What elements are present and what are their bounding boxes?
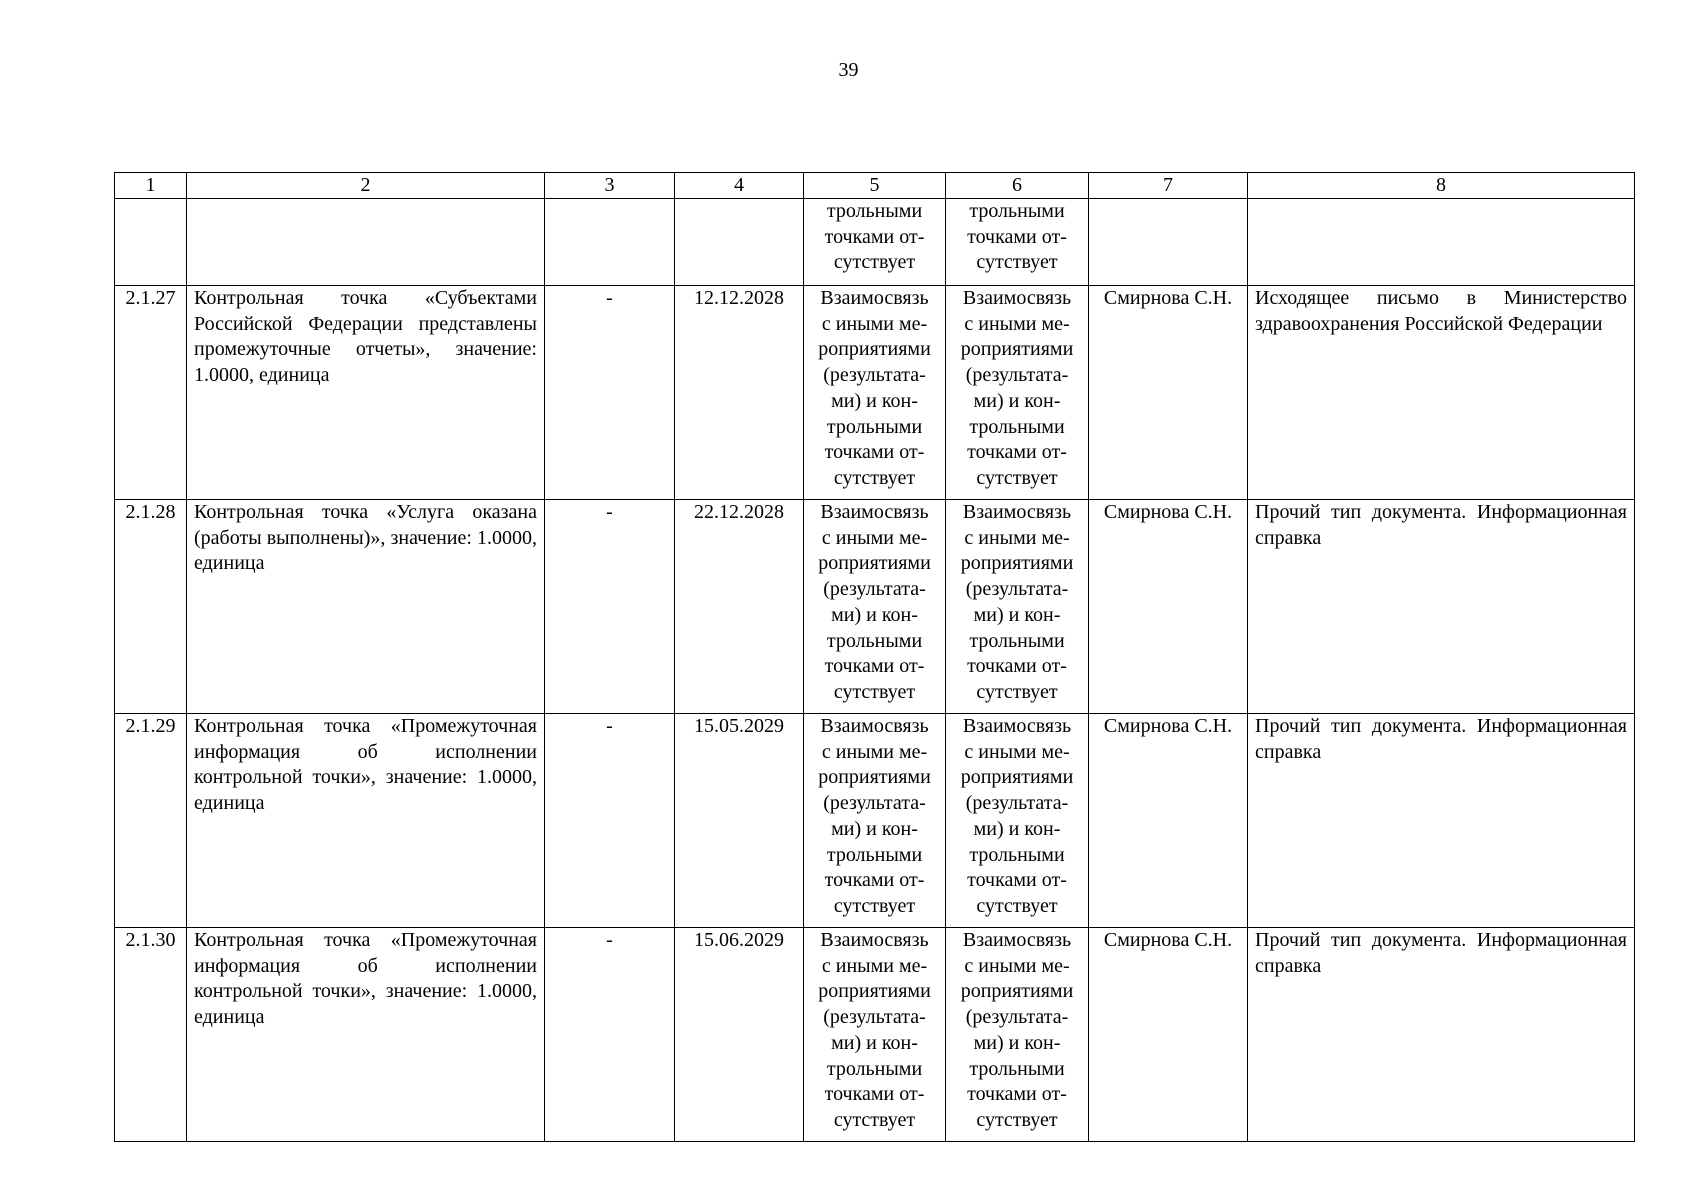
cell-line: сутствует xyxy=(976,680,1058,703)
cell-empty xyxy=(1248,199,1635,286)
cell-line: Взаимосвязь xyxy=(962,715,1072,737)
cell-control-point-name: Контрольная точка «Промежуточная информация об исполнении контрольной точки», значение: 1.0000, единица xyxy=(187,928,545,1142)
cell-line: трольными xyxy=(969,1057,1065,1080)
cell-line: точками от- xyxy=(967,869,1067,892)
cell-line: роприятиями xyxy=(818,552,931,575)
cell-line: роприятиями xyxy=(818,338,931,361)
cell-date: 15.06.2029 xyxy=(675,928,804,1142)
cell-control-point-name: Контрольная точка «Промежуточная информация об исполнении контрольной точки», значение: 1.0000, единица xyxy=(187,714,545,928)
column-header: 5 xyxy=(804,173,946,199)
cell-document-type: Прочий тип документа. Информационная справка xyxy=(1248,500,1635,714)
cell-empty xyxy=(187,199,545,286)
cell-line: роприятиями xyxy=(960,980,1074,1003)
cell-line: Взаимосвязь xyxy=(962,929,1072,951)
cell-line: Взаимосвязь xyxy=(820,929,929,951)
cell-line: ми) и кон- xyxy=(831,603,918,626)
table-row xyxy=(115,928,1635,1142)
cell-line: сутствует xyxy=(976,894,1058,917)
cell-date: 22.12.2028 xyxy=(675,500,804,714)
table-row xyxy=(115,714,1635,928)
cell-line: точками от- xyxy=(967,441,1067,464)
cell-line: сутствует xyxy=(976,1108,1058,1131)
cell-date: 15.05.2029 xyxy=(675,714,804,928)
cell-line: трольными xyxy=(969,200,1065,222)
cell-line: Взаимосвязь xyxy=(820,501,929,523)
cell-line: точками от- xyxy=(824,225,925,248)
cell-line: с иными ме- xyxy=(821,740,928,763)
cell-col3: - xyxy=(545,500,675,714)
cell-control-point-name: Контрольная точка «Услуга оказана (работы выполнены)», значение: 1.0000, единица xyxy=(187,500,545,714)
column-header: 3 xyxy=(545,173,675,199)
table-row-continuation xyxy=(115,199,1635,286)
cell-relation-results xyxy=(804,199,946,286)
cell-relation-results xyxy=(804,928,946,1142)
cell-line: трольными xyxy=(969,843,1065,866)
cell-line: трольными xyxy=(826,629,923,652)
cell-line: с иными ме- xyxy=(821,312,928,335)
cell-number: 2.1.29 xyxy=(115,714,187,928)
cell-line: трольными xyxy=(826,843,923,866)
cell-line: Взаимосвязь xyxy=(820,715,929,737)
cell-line: роприятиями xyxy=(960,552,1074,575)
column-header: 1 xyxy=(115,173,187,199)
cell-line: (результата- xyxy=(823,1006,926,1029)
control-points-table xyxy=(114,172,1635,1142)
cell-relation-results xyxy=(804,714,946,928)
cell-line: ми) и кон- xyxy=(973,603,1061,626)
cell-line: точками от- xyxy=(824,655,925,678)
cell-line: ми) и кон- xyxy=(831,817,918,840)
cell-relation-results xyxy=(804,500,946,714)
cell-line: трольными xyxy=(826,200,923,222)
cell-line: с иными ме- xyxy=(821,954,928,977)
cell-responsible: Смирнова С.Н. xyxy=(1089,714,1248,928)
column-header: 8 xyxy=(1248,173,1635,199)
column-header: 4 xyxy=(675,173,804,199)
cell-date: 12.12.2028 xyxy=(675,286,804,500)
cell-line: сутствует xyxy=(833,466,916,489)
cell-number: 2.1.28 xyxy=(115,500,187,714)
cell-relation-results xyxy=(804,286,946,500)
cell-col3: - xyxy=(545,286,675,500)
cell-document-type: Прочий тип документа. Информационная справка xyxy=(1248,928,1635,1142)
cell-line: с иными ме- xyxy=(821,526,928,549)
cell-line: (результата- xyxy=(965,1006,1069,1029)
cell-line: роприятиями xyxy=(960,338,1074,361)
cell-control-point-name: Контрольная точка «Субъектами Российской Федерации представлены промежуточные отчеты», значение: 1.0000, единица xyxy=(187,286,545,500)
cell-responsible: Смирнова С.Н. xyxy=(1089,286,1248,500)
cell-line: роприятиями xyxy=(818,766,931,789)
cell-col3: - xyxy=(545,928,675,1142)
cell-line: ми) и кон- xyxy=(973,389,1061,412)
cell-line: сутствует xyxy=(976,466,1058,489)
cell-line: сутствует xyxy=(833,251,916,274)
cell-line: с иными ме- xyxy=(964,954,1070,977)
page-number: 39 xyxy=(838,59,859,81)
cell-line: сутствует xyxy=(833,680,916,703)
cell-line: роприятиями xyxy=(818,980,931,1003)
cell-line: ми) и кон- xyxy=(831,389,918,412)
cell-line: ми) и кон- xyxy=(973,1031,1061,1054)
cell-line: (результата- xyxy=(823,364,926,387)
cell-line: сутствует xyxy=(976,251,1058,274)
cell-line: Взаимосвязь xyxy=(820,287,929,309)
column-header: 6 xyxy=(946,173,1089,199)
cell-line: точками от- xyxy=(967,1083,1067,1106)
cell-line: точками от- xyxy=(824,1083,925,1106)
cell-empty xyxy=(675,199,804,286)
cell-line: с иными ме- xyxy=(964,740,1070,763)
cell-line: сутствует xyxy=(833,894,916,917)
cell-line: точками от- xyxy=(967,655,1067,678)
cell-relation-points xyxy=(946,928,1089,1142)
cell-line: с иными ме- xyxy=(964,312,1070,335)
cell-line: Взаимосвязь xyxy=(962,287,1072,309)
cell-document-type: Исходящее письмо в Министерство здравоохранения Российской Федерации xyxy=(1248,286,1635,500)
column-header: 7 xyxy=(1089,173,1248,199)
cell-relation-points xyxy=(946,500,1089,714)
cell-relation-points xyxy=(946,199,1089,286)
cell-line: с иными ме- xyxy=(964,526,1070,549)
cell-number: 2.1.30 xyxy=(115,928,187,1142)
cell-responsible: Смирнова С.Н. xyxy=(1089,500,1248,714)
cell-empty xyxy=(115,199,187,286)
cell-responsible: Смирнова С.Н. xyxy=(1089,928,1248,1142)
cell-line: точками от- xyxy=(824,869,925,892)
cell-line: (результата- xyxy=(823,792,926,815)
cell-line: роприятиями xyxy=(960,766,1074,789)
cell-document-type: Прочий тип документа. Информационная справка xyxy=(1248,714,1635,928)
cell-line: сутствует xyxy=(833,1108,916,1131)
cell-line: трольными xyxy=(969,629,1065,652)
cell-line: (результата- xyxy=(823,578,926,601)
cell-empty xyxy=(1089,199,1248,286)
cell-relation-points xyxy=(946,714,1089,928)
cell-number: 2.1.27 xyxy=(115,286,187,500)
table-header-row xyxy=(115,173,1635,199)
cell-line: трольными xyxy=(826,415,923,438)
cell-line: (результата- xyxy=(965,792,1069,815)
cell-empty xyxy=(545,199,675,286)
table-row xyxy=(115,500,1635,714)
cell-line: Взаимосвязь xyxy=(962,501,1072,523)
table-row xyxy=(115,286,1635,500)
cell-line: трольными xyxy=(969,415,1065,438)
cell-line: (результата- xyxy=(965,578,1069,601)
cell-line: (результата- xyxy=(965,364,1069,387)
cell-line: трольными xyxy=(826,1057,923,1080)
cell-line: точками от- xyxy=(967,225,1067,248)
cell-relation-points xyxy=(946,286,1089,500)
cell-line: ми) и кон- xyxy=(973,817,1061,840)
column-header: 2 xyxy=(187,173,545,199)
cell-line: точками от- xyxy=(824,441,925,464)
cell-col3: - xyxy=(545,714,675,928)
cell-line: ми) и кон- xyxy=(831,1031,918,1054)
